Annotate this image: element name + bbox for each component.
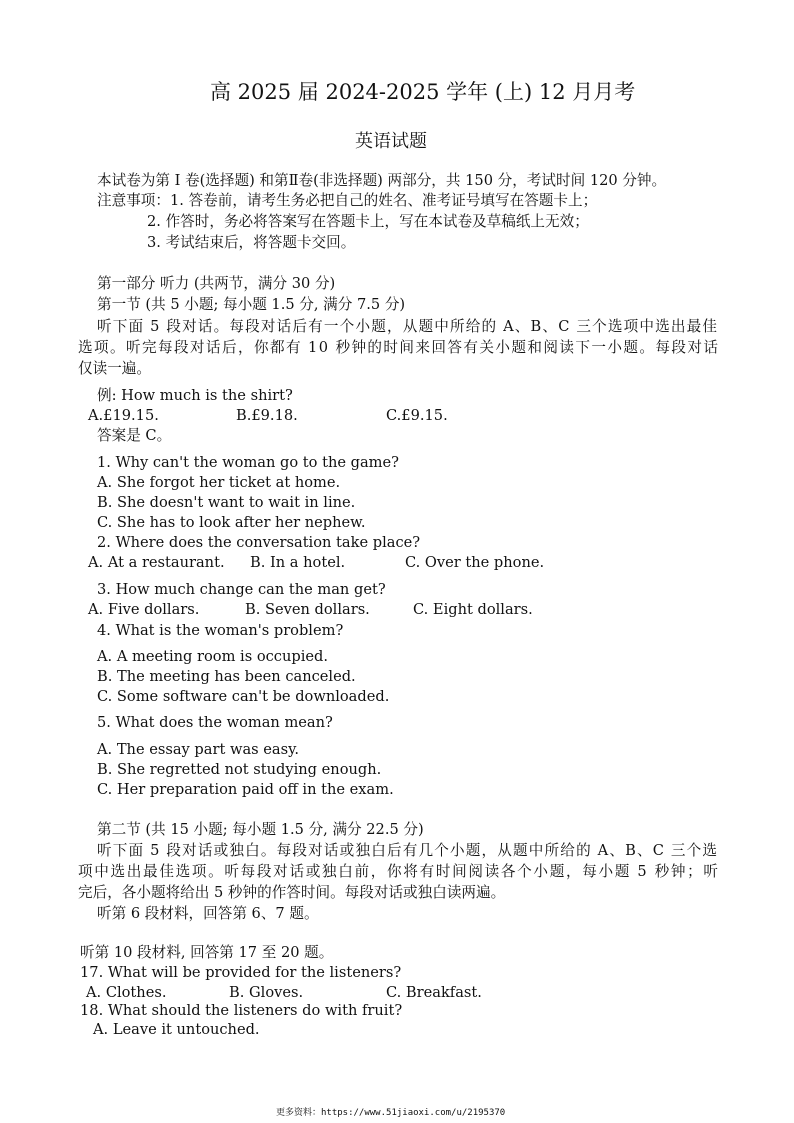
question-4-stem: 4. What is the woman's problem?	[97, 622, 344, 639]
question-3-option-c: C. Eight dollars.	[413, 601, 533, 618]
question-2-option-b: B. In a hotel.	[250, 554, 346, 571]
material-10-note: 听第 10 段材料, 回答第 17 至 20 题。	[80, 944, 334, 961]
example-question: 例: How much is the shirt?	[97, 387, 293, 404]
example-option-b: B.£9.18.	[236, 407, 298, 424]
section2-heading: 第二节 (共 15 小题; 每小题 1.5 分, 满分 22.5 分)	[97, 821, 424, 838]
section2-instruction-1: 听下面 5 段对话或独白。每段对话或独白后有几个小题，从题中所给的 A、B、C 三个选	[97, 842, 719, 859]
question-4-option-a: A. A meeting room is occupied.	[97, 648, 328, 665]
question-5-stem: 5. What does the woman mean?	[97, 714, 333, 731]
section2-instruction-2: 项中选出最佳选项。听每段对话或独白前，你将有时间阅读各个小题，每小题 5 秒钟；听	[78, 863, 720, 880]
example-option-c: C.£9.15.	[386, 407, 448, 424]
exam-intro: 本试卷为第 I 卷(选择题) 和第Ⅱ卷(非选择题) 两部分，共 150 分，考试时间 120 分钟。	[97, 172, 667, 189]
notice-line-3: 3. 考试结束后，将答题卡交回。	[147, 234, 356, 251]
question-2-option-c: C. Over the phone.	[405, 554, 545, 571]
question-18-option-a: A. Leave it untouched.	[93, 1021, 260, 1038]
section1-instruction-3: 仅读一遍。	[78, 360, 151, 377]
question-17-option-c: C. Breakfast.	[386, 984, 482, 1001]
question-17-option-a: A. Clothes.	[86, 984, 167, 1001]
question-4-option-c: C. Some software can't be downloaded.	[97, 688, 390, 705]
section1-instruction-2: 选项。听完每段对话后，你都有 10 秒钟的时间来回答有关小题和阅读下一小题。每段对话	[78, 339, 720, 356]
notice-line-2: 2. 作答时，务必将答案写在答题卡上，写在本试卷及草稿纸上无效；	[147, 213, 589, 230]
notice-line-1: 注意事项：1. 答卷前，请考生务必把自己的姓名、准考证号填写在答题卡上；	[97, 192, 598, 209]
question-5-option-a: A. The essay part was easy.	[97, 741, 300, 758]
question-1-stem: 1. Why can't the woman go to the game?	[97, 454, 399, 471]
question-3-option-a: A. Five dollars.	[88, 601, 200, 618]
example-option-a: A.£19.15.	[88, 407, 159, 424]
section1-heading: 第一节 (共 5 小题; 每小题 1.5 分, 满分 7.5 分)	[97, 296, 406, 313]
page-subtitle: 英语试题	[355, 131, 427, 152]
page-title: 高 2025 届 2024-2025 学年 (上) 12 月月考	[210, 80, 636, 104]
example-answer: 答案是 C。	[97, 427, 172, 444]
question-17-stem: 17. What will be provided for the listeners?	[80, 964, 402, 981]
section2-instruction-3: 完后，各小题将给出 5 秒钟的作答时间。每段对话或独白读两遍。	[78, 884, 506, 901]
material-6-note: 听第 6 段材料，回答第 6、7 题。	[97, 905, 319, 922]
part1-heading: 第一部分 听力 (共两节，满分 30 分)	[97, 275, 336, 292]
question-1-option-b: B. She doesn't want to wait in line.	[97, 494, 356, 511]
question-5-option-c: C. Her preparation paid off in the exam.	[97, 781, 394, 798]
question-1-option-c: C. She has to look after her nephew.	[97, 514, 366, 531]
question-2-stem: 2. Where does the conversation take place?	[97, 534, 421, 551]
section1-instruction-1: 听下面 5 段对话。每段对话后有一个小题，从题中所给的 A、B、C 三个选项中选出最佳	[97, 318, 719, 335]
question-3-stem: 3. How much change can the man get?	[97, 581, 386, 598]
question-4-option-b: B. The meeting has been canceled.	[97, 668, 356, 685]
question-18-stem: 18. What should the listeners do with fruit?	[80, 1002, 403, 1019]
question-3-option-b: B. Seven dollars.	[245, 601, 370, 618]
question-5-option-b: B. She regretted not studying enough.	[97, 761, 382, 778]
question-1-option-a: A. She forgot her ticket at home.	[97, 474, 341, 491]
footer-link[interactable]: 更多资料：https://www.51jiaoxi.com/u/2195370	[276, 1108, 506, 1118]
question-17-option-b: B. Gloves.	[229, 984, 304, 1001]
question-2-option-a: A. At a restaurant.	[88, 554, 225, 571]
